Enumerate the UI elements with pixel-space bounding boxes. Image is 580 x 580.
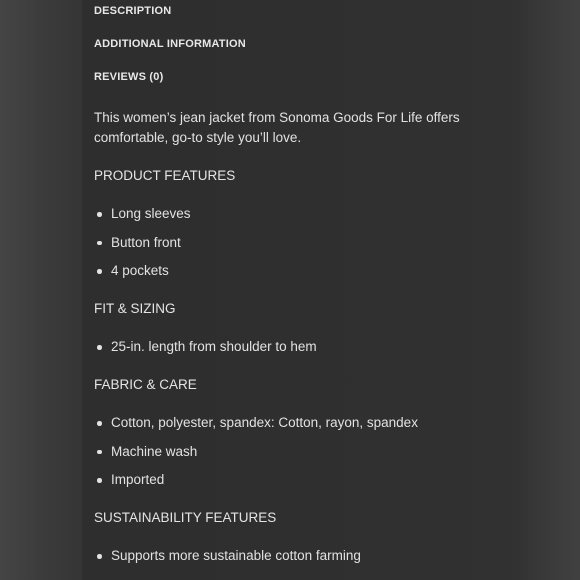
tab-additional-information[interactable]: ADDITIONAL INFORMATION: [94, 38, 246, 50]
bullet-icon: [97, 241, 102, 246]
bullet-icon: [97, 554, 102, 559]
section-heading-product-features: PRODUCT FEATURES: [94, 168, 236, 183]
bullet-icon: [97, 478, 102, 483]
tab-description[interactable]: DESCRIPTION: [94, 5, 172, 17]
bullet-icon: [97, 421, 102, 426]
list-item-text: 25-in. length from shoulder to hem: [111, 339, 317, 354]
description-intro: This women’s jean jacket from Sonoma Goods For Life offers comfortable, go-to style you’ll love.: [94, 110, 460, 145]
list-item-text: Imported: [111, 472, 165, 488]
bullet-icon: [97, 450, 102, 455]
section-heading-fabric-care: FABRIC & CARE: [94, 377, 197, 392]
list-item-text: Cotton, polyester, spandex: Cotton, rayon, spandex: [111, 415, 418, 430]
tab-reviews[interactable]: REVIEWS (0): [94, 71, 164, 83]
right-panel-edge: [510, 0, 580, 580]
list-item-text: 4 pockets: [111, 263, 169, 279]
list-item-text: Machine wash: [111, 443, 198, 459]
list-item-text: Long sleeves: [111, 206, 191, 221]
list-item-text: Supports more sustainable cotton farming: [111, 548, 361, 563]
bullet-icon: [97, 345, 102, 350]
bullet-icon: [97, 212, 102, 217]
bullet-icon: [97, 269, 102, 274]
list-item-text: Button front: [111, 234, 181, 250]
section-heading-sustainability-features: SUSTAINABILITY FEATURES: [94, 510, 277, 525]
left-panel-edge: [0, 0, 82, 580]
section-heading-fit-sizing: FIT & SIZING: [94, 301, 176, 316]
